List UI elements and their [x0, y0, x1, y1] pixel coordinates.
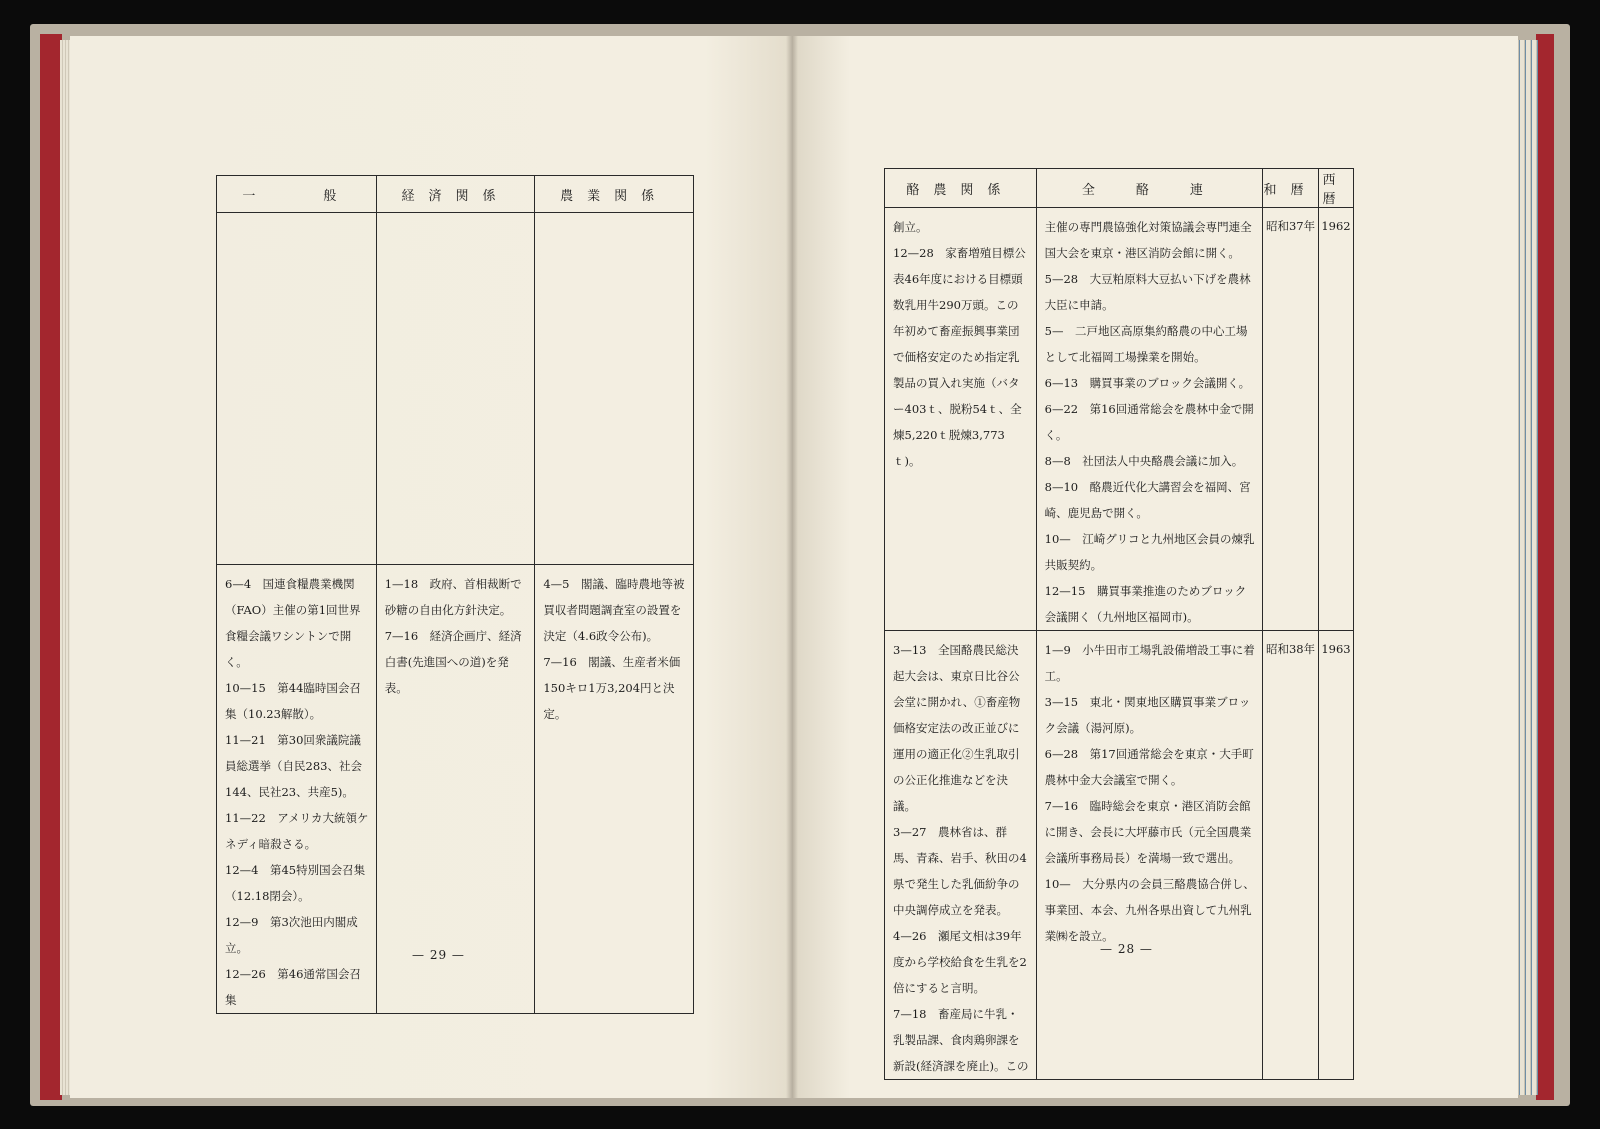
seireki-cell-1962: [1319, 208, 1354, 631]
header-dairy: 酪農関係: [885, 169, 1037, 208]
chronology-entry: 12—15 購買事業推進のためブロック会議開く（九州地区福岡市)。: [1044, 584, 1247, 624]
left-page: [70, 36, 792, 1098]
page-edges-right: [1516, 40, 1538, 1095]
chronology-entry: 7—16 臨時総会を東京・港区消防会館に開き、会長に大坪藤市氏（元全国農業会議所事務局長）を満場一致で選出。: [1044, 799, 1252, 865]
general-cell-1963: [217, 565, 377, 1014]
chronology-entry: 12—9 第3次池田内閣成立。: [225, 915, 358, 955]
chronology-entry: 3—27 農林省は、群馬、青森、岩手、秋田の4県で発生した乳価紛争の中央調停成立を発表。: [893, 825, 1027, 917]
header-economic: 経済関係: [376, 176, 535, 213]
chronology-entry: 8—10 酪農近代化大講習会を福岡、宮崎、鹿児島で開く。: [1044, 480, 1251, 520]
chronology-entry: 12—4 第45特別国会召集（12.18閉会）。: [225, 863, 366, 903]
agriculture-cell-1963: [535, 565, 694, 1014]
page-number: — 28 —: [1100, 942, 1153, 956]
book-gutter: [786, 36, 798, 1098]
header-zenrakuren: 全 酪 連: [1036, 169, 1262, 208]
dairy-cell-1962: [885, 208, 1037, 631]
chronology-entry: 6—22 第16回通常総会を農林中金で開く。: [1044, 402, 1254, 442]
bleed-through-cell: [535, 213, 694, 565]
header-seireki: 西暦: [1319, 169, 1354, 208]
chronology-entry: 6—4 国連食糧農業機関（FAO）主催の第1回世界食糧会議ワシントンで開く。: [225, 577, 361, 669]
chronology-entry: 6—13 購買事業のブロック会議開く。: [1044, 376, 1251, 390]
chronology-entry: 7—16 閣議、生産者米価150キロ1万3,204円と決定。: [543, 655, 681, 721]
cover-edge-left: [40, 34, 62, 1100]
chronology-entry: 1—18 政府、首相裁断で砂糖の自由化方針決定。: [384, 577, 522, 617]
chronology-entry: 3—15 東北・関東地区購買事業ブロック会議（湯河原)。: [1044, 695, 1251, 735]
chronology-entry: 11—22 アメリカ大統領ケネディ暗殺さる。: [225, 811, 369, 851]
right-page: [792, 36, 1518, 1098]
chronology-entry: 3—13 全国酪農民総決起大会は、東京日比谷公会堂に開かれ、①畜産物価格安定法の改正並びに運用の適正化②生乳取引の公正化推進などを決議。: [893, 643, 1021, 813]
chronology-entry: 5—28 大豆粕原料大豆払い下げを農林大臣に申請。: [1044, 272, 1251, 312]
wareki-cell-1962: [1263, 208, 1319, 631]
chronology-entry: 7—16 経済企画庁、経済白書(先進国への道)を発表。: [384, 629, 522, 695]
wareki-cell-1963: [1263, 631, 1319, 1080]
chronology-entry: 10— 大分県内の会員三酪農協合併し、事業団、本会、九州各県出資して九州乳業㈱を設立。: [1044, 877, 1255, 943]
header-general: 一 般: [217, 176, 377, 213]
chronology-entry: 4—26 瀬尾文相は39年度から学校給食を生乳を2倍にすると言明。: [893, 929, 1027, 995]
chronology-entry: 10—15 第44臨時国会召集（10.23解散）。: [225, 681, 361, 721]
left-chronology-table: [216, 175, 694, 1014]
header-agriculture: 農業関係: [535, 176, 694, 213]
zenrakuren-cell-1963: [1036, 631, 1262, 1080]
chronology-entry: 7—18 畜産局に牛乳・乳製品課、食肉鶏卵課を新設(経済課を廃止)。この: [893, 1007, 1029, 1073]
chronology-entry: 6—28 第17回通常総会を東京・大手町農林中金大会議室で開く。: [1044, 747, 1254, 787]
bleed-through-cell: [217, 213, 377, 565]
seireki-1962: 1962: [1321, 219, 1351, 233]
chronology-entry: 10— 江崎グリコと九州地区会員の煉乳共販契約。: [1044, 532, 1255, 572]
seireki-cell-1963: [1319, 631, 1354, 1080]
chronology-entry: 1—9 小牛田市工場乳設備増設工事に着工。: [1044, 643, 1255, 683]
chronology-entry: 12—28 家畜増殖目標公表46年度における目標頭数乳用牛290万頭。この年初めて畜産振興事業団で価格安定のため指定乳製品の買入れ実施（バター403ｔ、脱粉54ｔ、全煉5,220ｔ脱煉3,773ｔ)。: [893, 246, 1026, 468]
chronology-entry: 12—26 第46通常国会召集: [225, 967, 361, 1007]
bleed-through-cell: [376, 213, 535, 565]
cover-edge-right: [1536, 34, 1554, 1100]
chronology-entry: 8—8 社団法人中央酪農会議に加入。: [1044, 454, 1244, 468]
chronology-entry: 創立。: [893, 220, 928, 234]
chronology-entry: 4—5 閣議、臨時農地等被買収者問題調査室の設置を決定（4.6政令公布)。: [543, 577, 685, 643]
chronology-entry: 11—21 第30回衆議院議員総選挙（自民283、社会144、民社23、共産5)。: [225, 733, 362, 799]
chronology-entry: 5— 二戸地区高原集約酪農の中心工場として北福岡工場操業を開始。: [1044, 324, 1248, 364]
economic-cell-1963: [376, 565, 535, 1014]
wareki-1963: 昭和38年: [1265, 642, 1316, 656]
chronology-entry: 主催の専門農協強化対策協議会専門連全国大会を東京・港区消防会館に開く。: [1044, 220, 1252, 260]
wareki-1962: 昭和37年: [1265, 219, 1316, 233]
header-wareki: 和暦: [1263, 169, 1319, 208]
zenrakuren-cell-1962: [1036, 208, 1262, 631]
page-number: — 29 —: [412, 948, 465, 962]
seireki-1963: 1963: [1321, 642, 1351, 656]
dairy-cell-1963: [885, 631, 1037, 1080]
